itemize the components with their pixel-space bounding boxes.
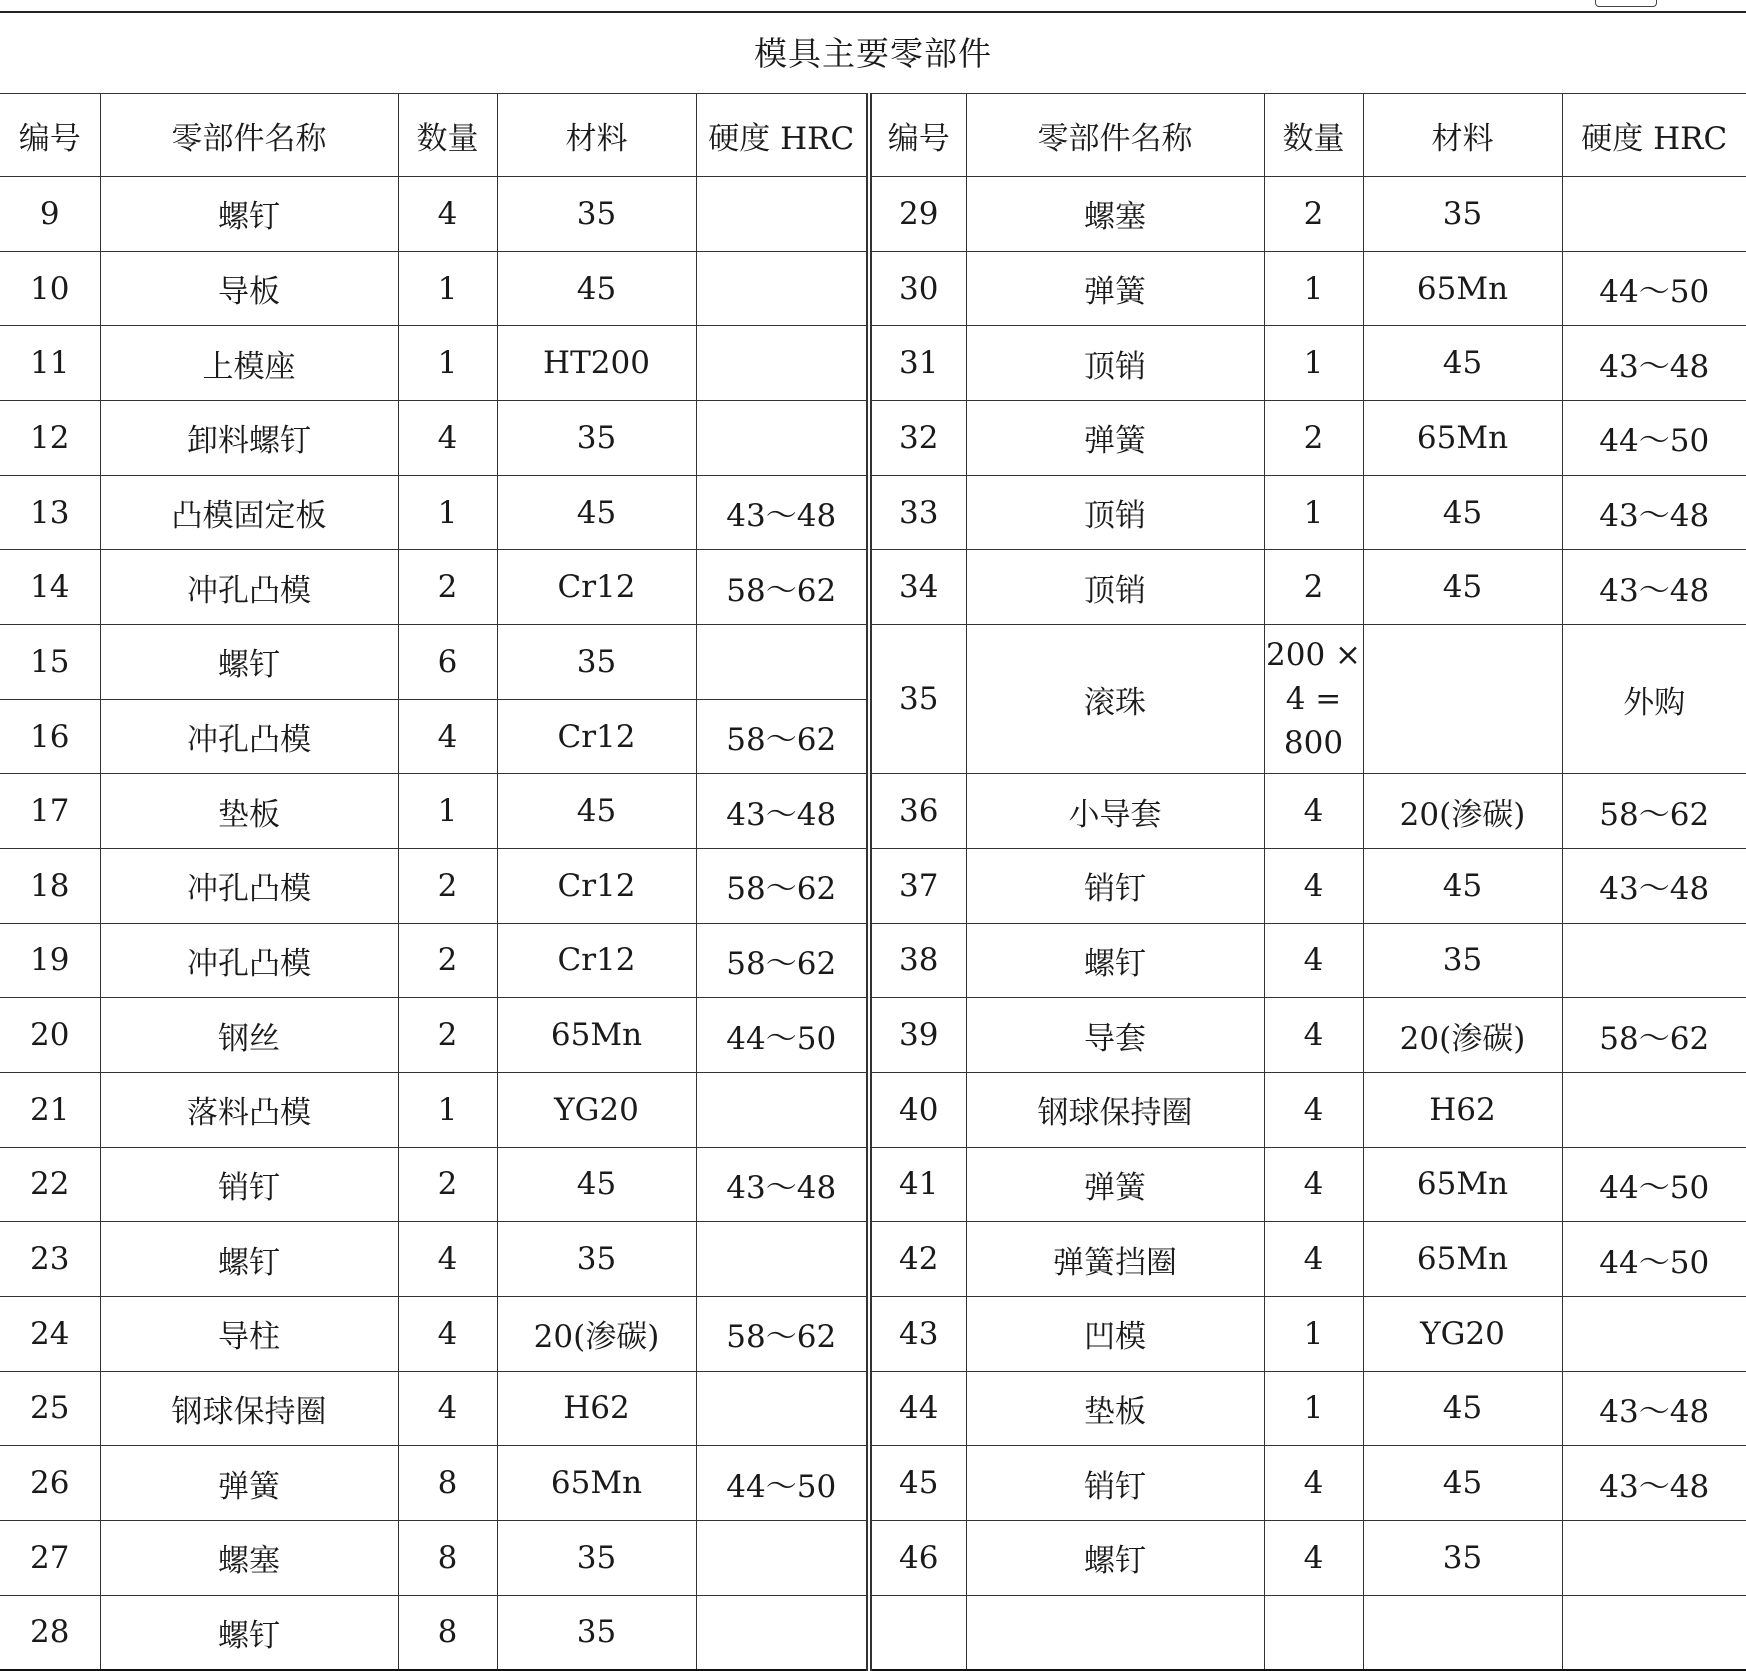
cell-qty-right: 4 <box>1264 1222 1363 1297</box>
cell-no-right: 36 <box>869 774 966 849</box>
cell-no-left: 20 <box>0 998 100 1073</box>
cell-no-left: 24 <box>0 1296 100 1371</box>
cell-name-right: 螺塞 <box>966 177 1264 252</box>
cell-no-left: 26 <box>0 1446 100 1521</box>
cell-hardness-right <box>1562 1296 1746 1371</box>
cell-material-right: 35 <box>1363 177 1562 252</box>
cell-no-left: 9 <box>0 177 100 252</box>
cell-name-left: 垫板 <box>100 774 398 849</box>
cell-material-left: HT200 <box>497 326 696 401</box>
cell-name-right: 钢球保持圈 <box>966 1072 1264 1147</box>
table-row <box>0 998 1746 1073</box>
cell-hardness-left: 58～62 <box>696 848 869 923</box>
table-caption: 模具主要零部件 <box>754 34 992 73</box>
cell-no-left: 17 <box>0 774 100 849</box>
header-hardness-right: 硬度 HRC <box>1562 94 1746 177</box>
cell-name-left: 冲孔凸模 <box>100 699 398 774</box>
cell-qty-left: 2 <box>398 848 497 923</box>
cell-material-right: 65Mn <box>1363 401 1562 476</box>
cell-hardness-left <box>696 1072 869 1147</box>
table-row <box>0 177 1746 252</box>
cell-qty-left: 8 <box>398 1595 497 1670</box>
cell-name-left: 弹簧 <box>100 1446 398 1521</box>
cell-hardness-right: 44～50 <box>1562 1147 1746 1222</box>
cell-name-right: 销钉 <box>966 1446 1264 1521</box>
cell-name-right: 销钉 <box>966 848 1264 923</box>
table-row <box>0 1446 1746 1521</box>
header-name-left: 零部件名称 <box>100 94 398 177</box>
table-row <box>0 1222 1746 1297</box>
cell-no-left: 16 <box>0 699 100 774</box>
cell-material-left: Cr12 <box>497 699 696 774</box>
cell-material-right: 45 <box>1363 1371 1562 1446</box>
cell-hardness-right <box>1562 1595 1746 1670</box>
cell-name-right: 滚珠 <box>966 625 1264 774</box>
cell-name-left: 钢丝 <box>100 998 398 1073</box>
cell-qty-right: 4 <box>1264 1520 1363 1595</box>
cell-no-right: 42 <box>869 1222 966 1297</box>
cell-qty-right: 4 <box>1264 1446 1363 1521</box>
qty-line: 200 × <box>1266 637 1361 674</box>
cell-qty-left: 2 <box>398 550 497 625</box>
cell-qty-right: 2 <box>1264 401 1363 476</box>
cell-hardness-right: 44～50 <box>1562 401 1746 476</box>
cell-no-left: 25 <box>0 1371 100 1446</box>
cell-material-left: 45 <box>497 1147 696 1222</box>
cell-material-right: 65Mn <box>1363 1147 1562 1222</box>
cell-hardness-right: 43～48 <box>1562 326 1746 401</box>
cell-name-right: 顶销 <box>966 475 1264 550</box>
cell-name-left: 螺钉 <box>100 625 398 700</box>
cell-material-left: 35 <box>497 177 696 252</box>
cell-hardness-left <box>696 1222 869 1297</box>
cell-qty-right <box>1264 1595 1363 1670</box>
cell-hardness-right: 43～48 <box>1562 1446 1746 1521</box>
cell-no-right: 31 <box>869 326 966 401</box>
cell-no-right: 38 <box>869 923 966 998</box>
cell-material-left: Cr12 <box>497 923 696 998</box>
cell-material-left: 65Mn <box>497 1446 696 1521</box>
cell-hardness-right: 44～50 <box>1562 251 1746 326</box>
header-row <box>0 94 1746 177</box>
cell-no-left: 28 <box>0 1595 100 1670</box>
cell-qty-left: 2 <box>398 1147 497 1222</box>
table-row <box>0 401 1746 476</box>
cell-qty-left: 2 <box>398 998 497 1073</box>
cell-qty-right: 4 <box>1264 1147 1363 1222</box>
cell-hardness-right <box>1562 1072 1746 1147</box>
cell-name-left: 导板 <box>100 251 398 326</box>
cell-no-right: 40 <box>869 1072 966 1147</box>
cell-no-left: 10 <box>0 251 100 326</box>
cell-name-left: 螺塞 <box>100 1520 398 1595</box>
cell-material-right: 45 <box>1363 550 1562 625</box>
cell-no-left: 15 <box>0 625 100 700</box>
cell-name-left: 导柱 <box>100 1296 398 1371</box>
cell-hardness-right: 58～62 <box>1562 774 1746 849</box>
table-row <box>0 848 1746 923</box>
cell-material-left: H62 <box>497 1371 696 1446</box>
cell-name-right: 垫板 <box>966 1371 1264 1446</box>
cell-hardness-right: 43～48 <box>1562 475 1746 550</box>
cell-hardness-left: 43～48 <box>696 475 869 550</box>
table-row <box>0 1595 1746 1670</box>
cell-hardness-right: 外购 <box>1562 625 1746 774</box>
cell-no-right: 46 <box>869 1520 966 1595</box>
cell-qty-left: 4 <box>398 699 497 774</box>
cell-no-right: 34 <box>869 550 966 625</box>
cell-no-right: 39 <box>869 998 966 1073</box>
cell-qty-left: 1 <box>398 475 497 550</box>
cell-qty-left: 4 <box>398 401 497 476</box>
cell-hardness-left <box>696 1371 869 1446</box>
cell-hardness-right: 58～62 <box>1562 998 1746 1073</box>
cell-no-left: 23 <box>0 1222 100 1297</box>
cell-name-left: 凸模固定板 <box>100 475 398 550</box>
cell-no-right: 30 <box>869 251 966 326</box>
cell-hardness-left <box>696 326 869 401</box>
cell-no-right: 44 <box>869 1371 966 1446</box>
cell-qty-right: 1 <box>1264 1371 1363 1446</box>
cell-name-right: 弹簧 <box>966 401 1264 476</box>
cell-qty-right: 4 <box>1264 998 1363 1073</box>
cell-name-right: 小导套 <box>966 774 1264 849</box>
cell-hardness-right <box>1562 177 1746 252</box>
table-row <box>0 625 1746 700</box>
cell-material-right: 65Mn <box>1363 1222 1562 1297</box>
cell-no-left: 27 <box>0 1520 100 1595</box>
cell-no-right: 37 <box>869 848 966 923</box>
cell-hardness-left: 44～50 <box>696 998 869 1073</box>
cell-no-right: 35 <box>869 625 966 774</box>
header-qty-right: 数量 <box>1264 94 1363 177</box>
cell-material-left: Cr12 <box>497 848 696 923</box>
cell-no-left: 11 <box>0 326 100 401</box>
header-material-left: 材料 <box>497 94 696 177</box>
cell-no-left: 22 <box>0 1147 100 1222</box>
cell-name-left: 卸料螺钉 <box>100 401 398 476</box>
header-name-right: 零部件名称 <box>966 94 1264 177</box>
parts-table <box>0 93 1746 1671</box>
table-row <box>0 1147 1746 1222</box>
cell-no-left: 12 <box>0 401 100 476</box>
table-row <box>0 475 1746 550</box>
header-no-left: 编号 <box>0 94 100 177</box>
cell-hardness-left: 58～62 <box>696 1296 869 1371</box>
cell-hardness-right: 44～50 <box>1562 1222 1746 1297</box>
header-no-right: 编号 <box>869 94 966 177</box>
cell-hardness-left <box>696 1595 869 1670</box>
qty-line: 4 = 800 <box>1283 681 1344 762</box>
cell-name-right: 螺钉 <box>966 1520 1264 1595</box>
header-material-right: 材料 <box>1363 94 1562 177</box>
cell-no-right <box>869 1595 966 1670</box>
cell-name-right: 弹簧 <box>966 1147 1264 1222</box>
cell-no-left: 21 <box>0 1072 100 1147</box>
cell-qty-right: 2 <box>1264 550 1363 625</box>
cell-hardness-left <box>696 251 869 326</box>
cell-hardness-right: 43～48 <box>1562 1371 1746 1446</box>
cell-hardness-left: 43～48 <box>696 774 869 849</box>
cell-name-right: 导套 <box>966 998 1264 1073</box>
cell-name-right: 凹模 <box>966 1296 1264 1371</box>
cell-hardness-left <box>696 401 869 476</box>
cell-material-right: 45 <box>1363 475 1562 550</box>
cell-hardness-right: 43～48 <box>1562 848 1746 923</box>
cell-name-left: 螺钉 <box>100 177 398 252</box>
table-row <box>0 326 1746 401</box>
cell-qty-left: 4 <box>398 177 497 252</box>
cell-no-right: 41 <box>869 1147 966 1222</box>
cell-hardness-right: 43～48 <box>1562 550 1746 625</box>
cell-qty-right: 1 <box>1264 251 1363 326</box>
cell-qty-right <box>1264 625 1363 774</box>
cell-name-right: 螺钉 <box>966 923 1264 998</box>
cell-hardness-left <box>696 177 869 252</box>
cell-material-right: 35 <box>1363 923 1562 998</box>
cell-hardness-left: 58～62 <box>696 923 869 998</box>
cell-material-right: 45 <box>1363 848 1562 923</box>
cell-material-left: 35 <box>497 625 696 700</box>
table-row <box>0 550 1746 625</box>
cell-material-right: YG20 <box>1363 1296 1562 1371</box>
cell-qty-left: 8 <box>398 1520 497 1595</box>
cell-name-left: 冲孔凸模 <box>100 550 398 625</box>
cell-name-left: 落料凸模 <box>100 1072 398 1147</box>
table-row <box>0 1371 1746 1446</box>
cell-material-right: 65Mn <box>1363 251 1562 326</box>
cell-name-left: 冲孔凸模 <box>100 923 398 998</box>
header-hardness-left: 硬度 HRC <box>696 94 869 177</box>
cell-name-left: 螺钉 <box>100 1222 398 1297</box>
cell-qty-right: 1 <box>1264 326 1363 401</box>
previous-page-edge <box>1595 0 1657 7</box>
table-row <box>0 1520 1746 1595</box>
table-row <box>0 251 1746 326</box>
cell-no-right: 32 <box>869 401 966 476</box>
table-row <box>0 1072 1746 1147</box>
cell-material-right <box>1363 625 1562 774</box>
cell-material-right <box>1363 1595 1562 1670</box>
cell-no-right: 33 <box>869 475 966 550</box>
cell-qty-left: 4 <box>398 1371 497 1446</box>
cell-material-left: 45 <box>497 774 696 849</box>
cell-qty-left: 4 <box>398 1296 497 1371</box>
cell-no-left: 18 <box>0 848 100 923</box>
cell-no-right: 29 <box>869 177 966 252</box>
cell-hardness-left: 44～50 <box>696 1446 869 1521</box>
cell-qty-left: 1 <box>398 251 497 326</box>
top-rule <box>0 11 1746 13</box>
cell-qty-right: 1 <box>1264 475 1363 550</box>
cell-material-right: 35 <box>1363 1520 1562 1595</box>
cell-qty-right: 4 <box>1264 848 1363 923</box>
cell-name-left: 螺钉 <box>100 1595 398 1670</box>
cell-name-left: 销钉 <box>100 1147 398 1222</box>
cell-qty-left: 1 <box>398 326 497 401</box>
cell-no-left: 19 <box>0 923 100 998</box>
cell-hardness-left: 58～62 <box>696 699 869 774</box>
cell-no-right: 45 <box>869 1446 966 1521</box>
cell-qty-right: 4 <box>1264 774 1363 849</box>
cell-no-right: 43 <box>869 1296 966 1371</box>
cell-name-right: 弹簧挡圈 <box>966 1222 1264 1297</box>
cell-material-left: YG20 <box>497 1072 696 1147</box>
cell-name-right: 顶销 <box>966 326 1264 401</box>
cell-name-left: 钢球保持圈 <box>100 1371 398 1446</box>
cell-material-left: Cr12 <box>497 550 696 625</box>
cell-material-left: 45 <box>497 251 696 326</box>
cell-material-right: 20(渗碳) <box>1363 774 1562 849</box>
cell-name-right: 弹簧 <box>966 251 1264 326</box>
cell-qty-right: 4 <box>1264 1072 1363 1147</box>
header-qty-left: 数量 <box>398 94 497 177</box>
cell-material-left: 45 <box>497 475 696 550</box>
cell-qty-left: 2 <box>398 923 497 998</box>
cell-material-left: 35 <box>497 1520 696 1595</box>
cell-hardness-right <box>1562 923 1746 998</box>
cell-qty-left: 4 <box>398 1222 497 1297</box>
cell-qty-left: 6 <box>398 625 497 700</box>
cell-hardness-left <box>696 1520 869 1595</box>
cell-hardness-left: 58～62 <box>696 550 869 625</box>
cell-qty-left: 1 <box>398 1072 497 1147</box>
cell-qty-right: 1 <box>1264 1296 1363 1371</box>
cell-qty-right: 2 <box>1264 177 1363 252</box>
cell-name-right: 顶销 <box>966 550 1264 625</box>
cell-material-right: 45 <box>1363 326 1562 401</box>
cell-material-left: 35 <box>497 1595 696 1670</box>
cell-hardness-right <box>1562 1520 1746 1595</box>
cell-qty-right: 4 <box>1264 923 1363 998</box>
cell-no-left: 13 <box>0 475 100 550</box>
table-row <box>0 923 1746 998</box>
cell-material-right: 20(渗碳) <box>1363 998 1562 1073</box>
cell-material-left: 35 <box>497 1222 696 1297</box>
cell-material-right: H62 <box>1363 1072 1562 1147</box>
cell-name-left: 上模座 <box>100 326 398 401</box>
cell-qty-left: 8 <box>398 1446 497 1521</box>
table-row <box>0 1296 1746 1371</box>
cell-no-left: 14 <box>0 550 100 625</box>
cell-material-left: 35 <box>497 401 696 476</box>
cell-material-left: 65Mn <box>497 998 696 1073</box>
cell-name-left: 冲孔凸模 <box>100 848 398 923</box>
table-row <box>0 774 1746 849</box>
cell-material-right: 45 <box>1363 1446 1562 1521</box>
cell-hardness-left <box>696 625 869 700</box>
cell-name-right <box>966 1595 1264 1670</box>
cell-material-left: 20(渗碳) <box>497 1296 696 1371</box>
cell-qty-left: 1 <box>398 774 497 849</box>
cell-hardness-left: 43～48 <box>696 1147 869 1222</box>
